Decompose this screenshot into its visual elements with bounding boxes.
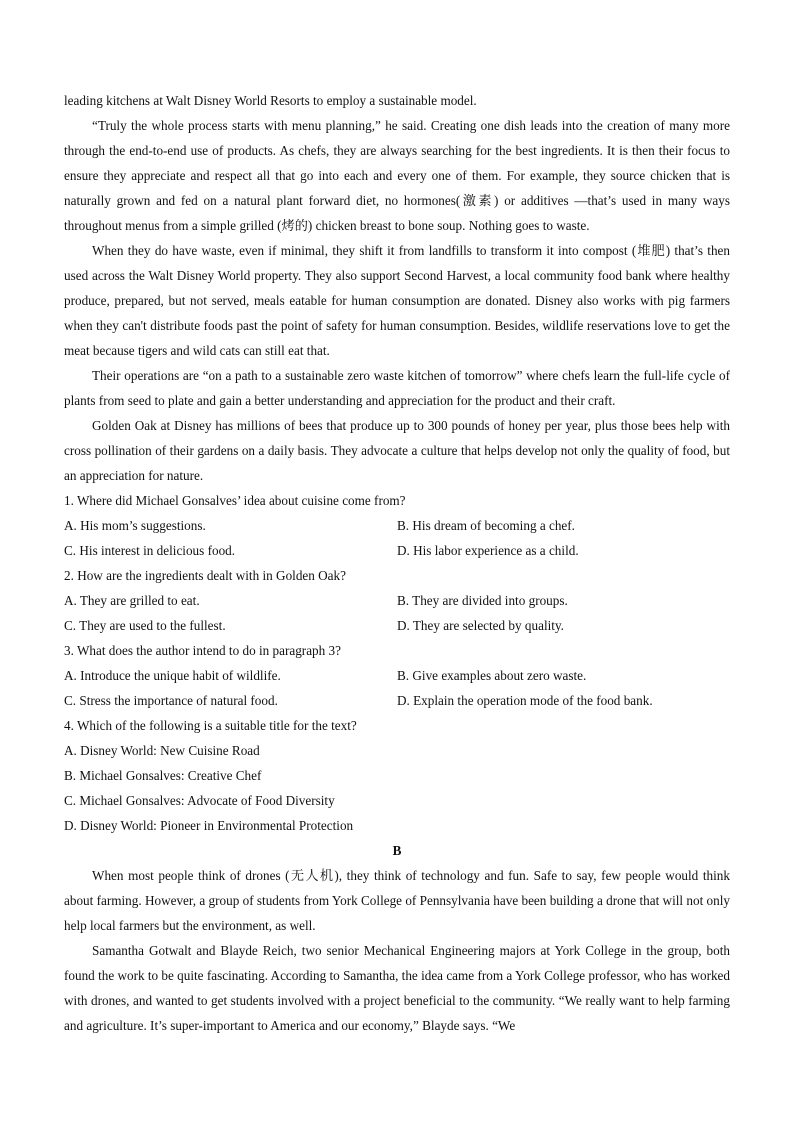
question-1-option-b: B. His dream of becoming a chef. bbox=[397, 518, 575, 533]
passage-a-paragraph-1: “Truly the whole process starts with menu planning,” he said. Creating one dish leads into the creation of many more through the end-to-end use of products. As chefs, they are always searching for the best ingredients. It is then their focus to ensure they appreciate and respect all that go into each and every one of them. For example, they source chicken that is naturally grown and fed on a natural plant forward diet, no hormones(激素) or additives —that’s used in many ways throughout menus from a simple grilled (烤的) chicken breast to bone soup. Nothing goes to waste. bbox=[64, 118, 730, 233]
question-3-option-d: D. Explain the operation mode of the food bank. bbox=[397, 693, 653, 708]
passage-a-paragraph-3: Their operations are “on a path to a sustainable zero waste kitchen of tomorrow” where chefs learn the full-life cycle of plants from seed to plate and gain a better understanding and appreciation for the product and their craft. bbox=[64, 368, 730, 408]
question-1-stem: 1. Where did Michael Gonsalves’ idea about cuisine come from? bbox=[64, 493, 406, 508]
passage-a-paragraph-2: When they do have waste, even if minimal, they shift it from landfills to transform it into compost (堆肥) that’s then used across the Walt Disney World property. They also support Second Harvest, a local community food bank where healthy produce, prepared, but not served, meals eatable for human consumption are donated. Disney also works with pig farmers when they can't distribute foods past the point of safety for human consumption. Besides, wildlife reservations love to get the meat because tigers and wild cats can still eat that. bbox=[64, 243, 730, 358]
question-4-option-a: A. Disney World: New Cuisine Road bbox=[64, 743, 260, 758]
question-1-options-row-1 bbox=[64, 513, 730, 538]
question-4-option-c: C. Michael Gonsalves: Advocate of Food Diversity bbox=[64, 793, 335, 808]
question-4-option-b: B. Michael Gonsalves: Creative Chef bbox=[64, 768, 262, 783]
question-3-option-a: A. Introduce the unique habit of wildlife. bbox=[64, 668, 281, 683]
question-3-options-row-1 bbox=[64, 663, 730, 688]
question-1-option-c: C. His interest in delicious food. bbox=[64, 543, 236, 558]
question-3-option-c: C. Stress the importance of natural food. bbox=[64, 693, 278, 708]
question-1-options-row-2 bbox=[64, 538, 730, 563]
question-1-option-a: A. His mom’s suggestions. bbox=[64, 518, 206, 533]
passage-a-paragraph-4: Golden Oak at Disney has millions of bees that produce up to 300 pounds of honey per year, plus those bees help with cross pollination of their gardens on a daily basis. They advocate a culture that helps develop not only the quality of food, but an appreciation for nature. bbox=[64, 418, 730, 483]
question-2-stem: 2. How are the ingredients dealt with in Golden Oak? bbox=[64, 568, 346, 583]
question-4-stem: 4. Which of the following is a suitable title for the text? bbox=[64, 718, 357, 733]
passage-a-continuation: leading kitchens at Walt Disney World Resorts to employ a sustainable model. bbox=[64, 93, 477, 108]
document-page bbox=[64, 88, 730, 1038]
question-2-option-b: B. They are divided into groups. bbox=[397, 593, 568, 608]
passage-b-paragraph-1: When most people think of drones (无人机), they think of technology and fun. Safe to say, few people would think about farming. However, a group of students from York College of Pennsylvania have been building a drone that will not only help local farmers but the environment, as well. bbox=[64, 868, 730, 933]
question-3-option-b: B. Give examples about zero waste. bbox=[397, 668, 587, 683]
question-2-options-row-1 bbox=[64, 588, 730, 613]
passage-b-paragraph-2: Samantha Gotwalt and Blayde Reich, two senior Mechanical Engineering majors at York College in the group, both found the work to be quite fascinating. According to Samantha, the idea came from a York College professor, who has worked with drones, and wanted to get students involved with a project beneficial to the community. “We really want to help farming and agriculture. It’s super-important to America and our economy,” Blayde says. “We bbox=[64, 943, 731, 1033]
question-2-option-a: A. They are grilled to eat. bbox=[64, 593, 200, 608]
question-3-stem: 3. What does the author intend to do in paragraph 3? bbox=[64, 643, 341, 658]
question-2-option-c: C. They are used to the fullest. bbox=[64, 618, 226, 633]
section-b-heading: B bbox=[392, 843, 402, 858]
question-1-option-d: D. His labor experience as a child. bbox=[397, 543, 579, 558]
question-2-options-row-2 bbox=[64, 613, 730, 638]
question-3-options-row-2 bbox=[64, 688, 730, 713]
question-2-option-d: D. They are selected by quality. bbox=[397, 618, 564, 633]
question-4-option-d: D. Disney World: Pioneer in Environmental Protection bbox=[64, 818, 354, 833]
